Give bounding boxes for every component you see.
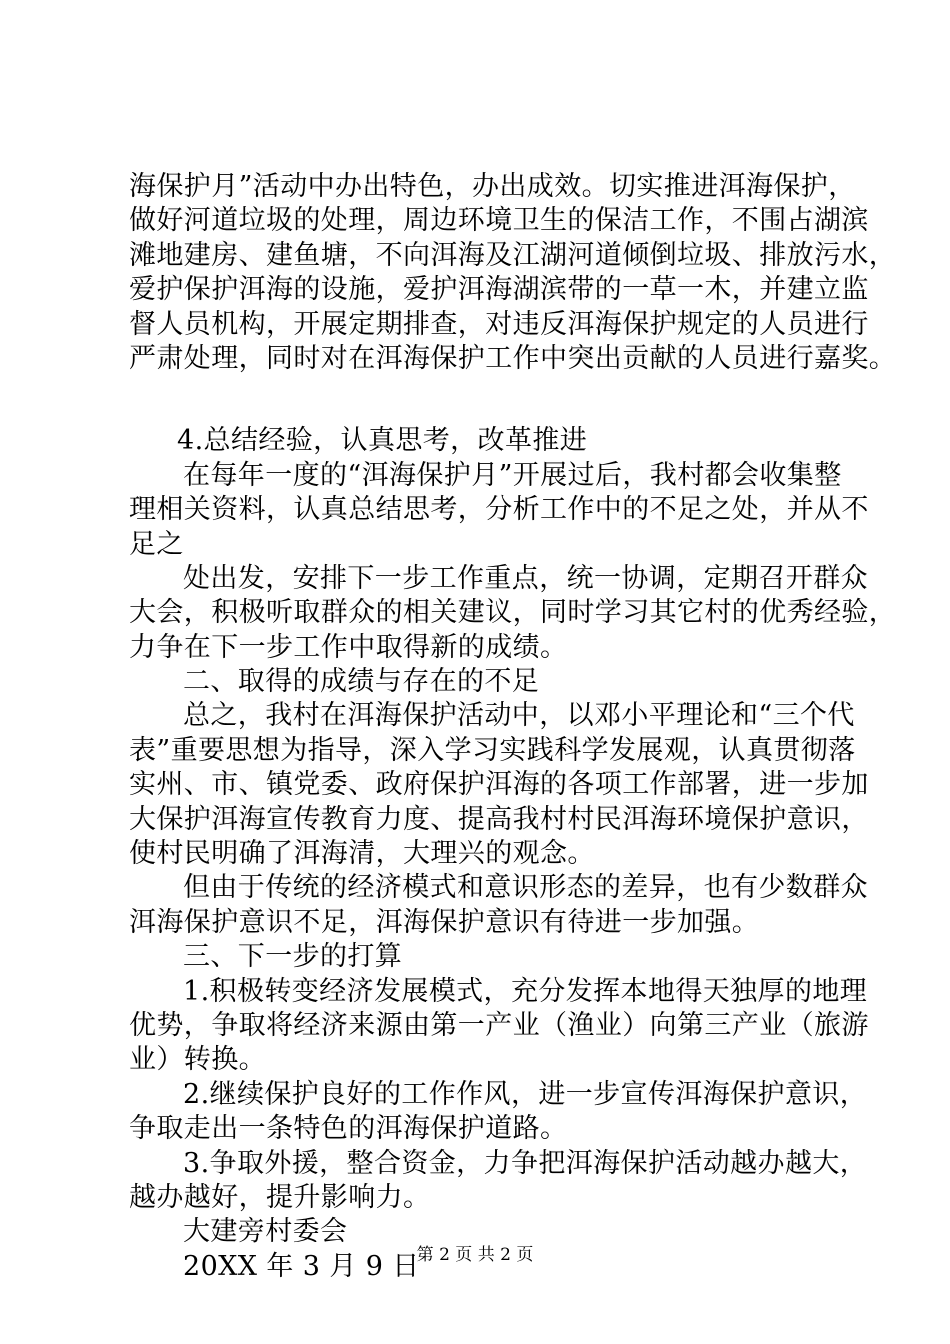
paragraph-gap [129, 376, 859, 424]
document-body [129, 170, 897, 1284]
text-line: 越办越好，提升影响力。 [129, 1181, 431, 1213]
text-line: 1.积极转变经济发展模式，充分发挥本地得天独厚的地理 [183, 975, 868, 1007]
text-line: 爱护保护洱海的设施，爱护洱海湖滨带的一草一木，并建立监 [129, 274, 869, 306]
text-line: 大会，积极听取群众的相关建议，同时学习其它村的优秀经验， [129, 597, 897, 629]
paragraph-shortcomings [129, 871, 868, 940]
section-heading-summary: 4.总结经验，认真思考，改革推进 [177, 425, 588, 457]
text-line: 实州、市、镇党委、政府保护洱海的各项工作部署，进一步加 [129, 769, 869, 801]
section-heading-plan: 三、下一步的打算 [183, 941, 403, 973]
paragraph-next-steps [129, 562, 897, 665]
text-line: 3.争取外援，整合资金，力争把洱海保护活动越办越大， [183, 1147, 868, 1179]
text-line: 表”重要思想为指导，深入学习实践科学发展观，认真贯彻落 [129, 734, 856, 766]
text-line: 在每年一度的“洱海保护月”开展过后，我村都会收集整 [183, 459, 842, 491]
text-line: 总之，我村在洱海保护活动中，以邓小平理论和“三个代 [183, 700, 855, 732]
plan-item-1 [129, 975, 869, 1078]
text-line: 业）转换。 [129, 1044, 266, 1076]
plan-item-2 [129, 1078, 868, 1147]
text-line: 足之 [129, 528, 184, 560]
text-line: 严肃处理，同时对在洱海保护工作中突出贡献的人员进行嘉奖。 [129, 342, 897, 374]
signature: 大建旁村委会 [183, 1216, 348, 1248]
text-line: 处出发，安排下一步工作重点，统一协调，定期召开群众 [183, 562, 868, 594]
paragraph-protection-measures [129, 170, 897, 376]
document-date: 20XX 年 3 月 9 日 [183, 1250, 420, 1282]
text-line: 力争在下一步工作中取得新的成绩。 [129, 631, 568, 663]
text-line: 洱海保护意识不足，洱海保护意识有待进一步加强。 [129, 906, 760, 938]
text-line: 滩地建房、建鱼塘，不向洱海及江湖河道倾倒垃圾、排放污水， [129, 239, 897, 271]
plan-item-3 [129, 1147, 868, 1216]
text-line: 争取走出一条特色的洱海保护道路。 [129, 1113, 568, 1145]
text-line: 理相关资料，认真总结思考，分析工作中的不足之处，并从不 [129, 494, 869, 526]
text-line: 督人员机构，开展定期排查，对违反洱海保护规定的人员进行 [129, 308, 869, 340]
text-line: 但由于传统的经济模式和意识形态的差异，也有少数群众 [183, 872, 868, 904]
text-line: 海保护月”活动中办出特色，办出成效。切实推进洱海保护， [129, 171, 856, 202]
text-line: 做好河道垃圾的处理，周边环境卫生的保洁工作，不围占湖滨 [129, 205, 869, 237]
text-line: 大保护洱海宣传教育力度、提高我村村民洱海环境保护意识， [129, 803, 869, 835]
page-footer: 第 2 页 共 2 页 [416, 1245, 534, 1265]
paragraph-results [129, 699, 869, 871]
text-line: 使村民明确了洱海清，大理兴的观念。 [129, 838, 595, 870]
section-heading-results: 二、取得的成绩与存在的不足 [183, 666, 540, 698]
paragraph-summary [129, 459, 869, 562]
text-line: 优势，争取将经济来源由第一产业（渔业）向第三产业（旅游 [129, 1009, 869, 1041]
text-line: 2.继续保护良好的工作作风，进一步宣传洱海保护意识， [183, 1078, 868, 1110]
